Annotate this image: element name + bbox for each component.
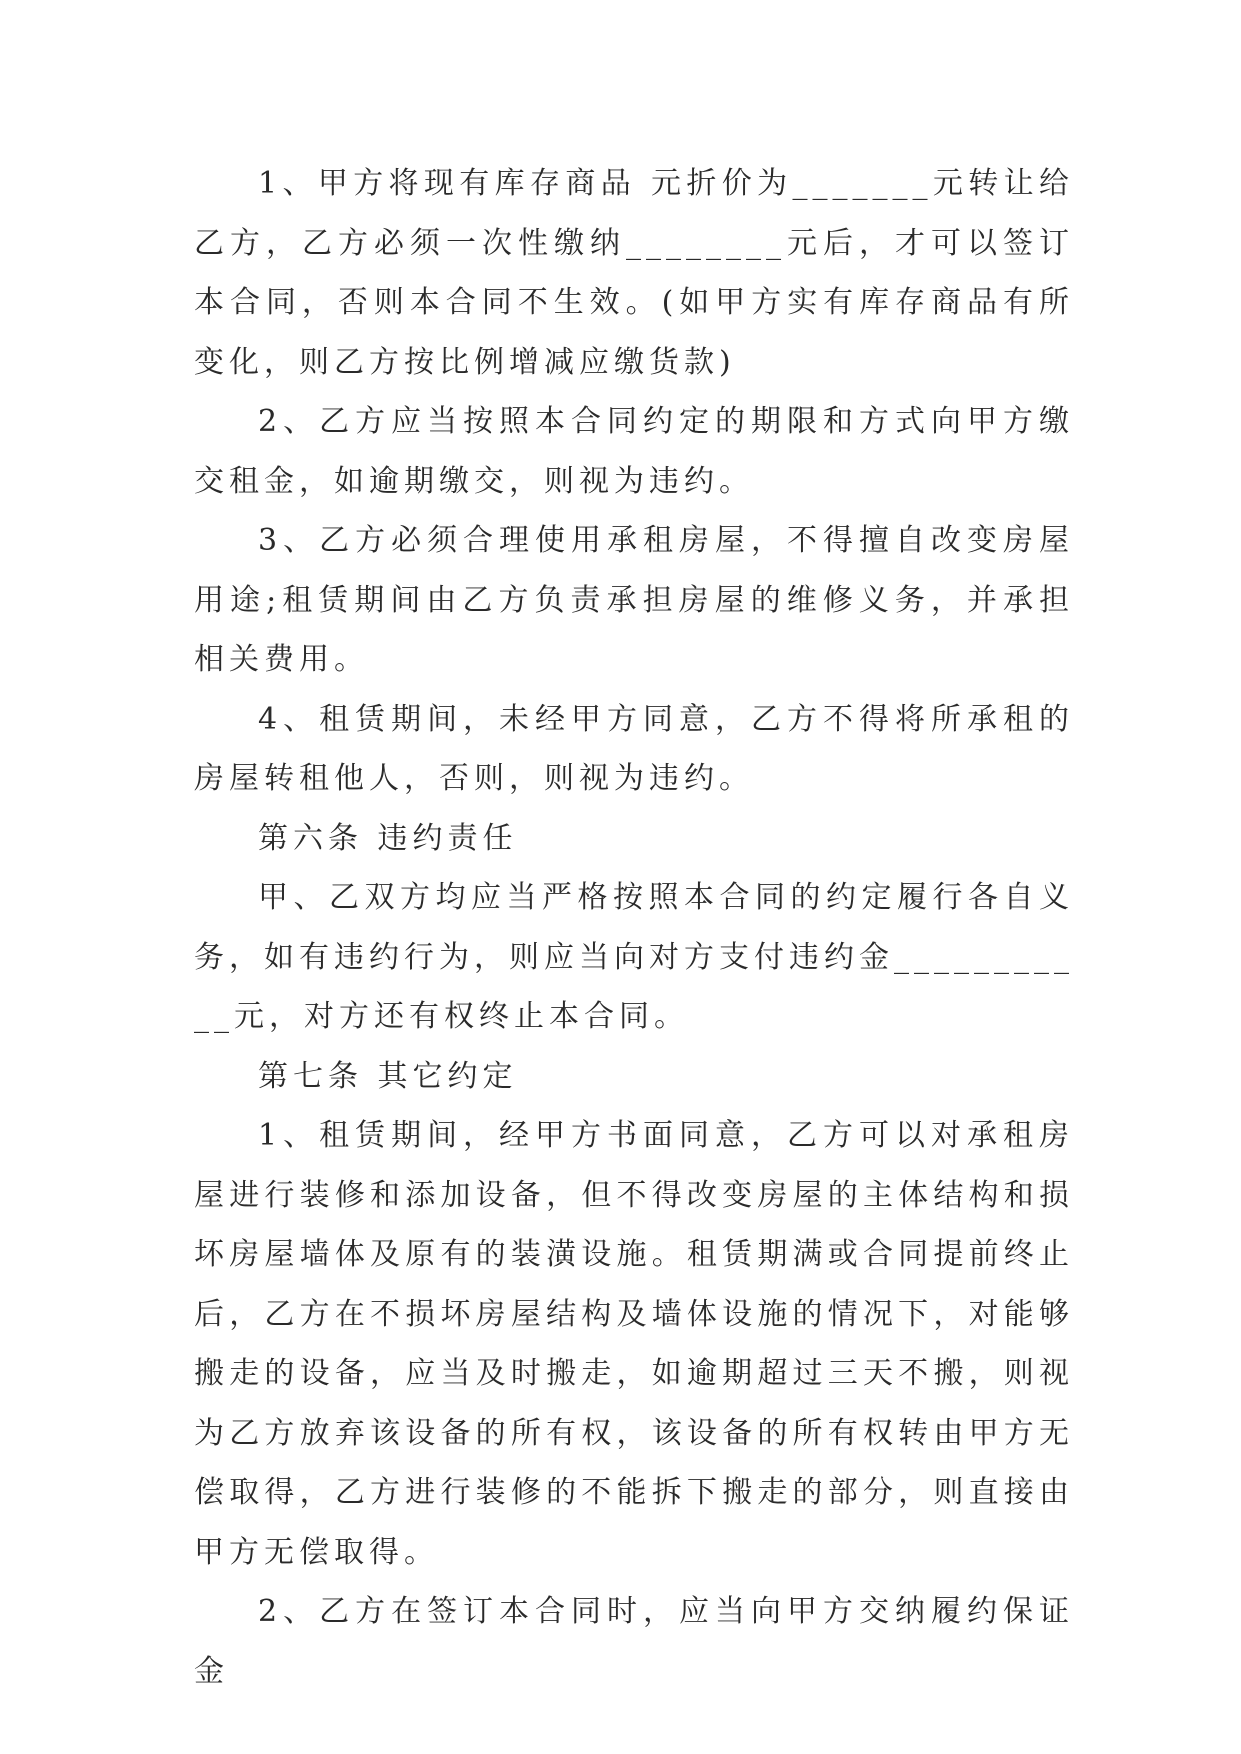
clause-4-no-sublease: 4、租赁期间，未经甲方同意，乙方不得将所承租的房屋转租他人，否则，则视为违约。 <box>194 701 1074 796</box>
clause-1-transfer-inventory: 1、甲方将现有库存商品 元折价为_______元转让给乙方，乙方必须一次性缴纳________元后，才可以签订本合同，否则本合同不生效。(如甲方实有库存商品有所变化，则乙方按比例增减应缴货款) <box>194 166 1074 380</box>
article-7-heading: 第七条 其它约定 <box>258 1058 518 1094</box>
contract-body <box>194 154 1074 1701</box>
article-6-body: 甲、乙双方均应当严格按照本合同的约定履行各自义务，如有违约行为，则应当向对方支付违约金___________元，对方还有权终止本合同。 <box>194 880 1074 1034</box>
article-7-clause-2: 2、乙方在签订本合同时，应当向甲方交纳履约保证金 <box>194 1594 1074 1689</box>
article-7-clause-1: 1、租赁期间，经甲方书面同意，乙方可以对承租房屋进行装修和添加设备，但不得改变房屋的主体结构和损坏房屋墙体及原有的装潢设施。租赁期满或合同提前终止后，乙方在不损坏房屋结构及墙体设施的情况下，对能够搬走的设备，应当及时搬走，如逾期超过三天不搬，则视为乙方放弃该设备的所有权，该设备的所有权转由甲方无偿取得，乙方进行装修的不能拆下搬走的部分，则直接由甲方无偿取得。 <box>194 1118 1074 1570</box>
clause-3-proper-use: 3、乙方必须合理使用承租房屋，不得擅自改变房屋用途;租赁期间由乙方负责承担房屋的维修义务，并承担相关费用。 <box>194 523 1074 677</box>
clause-2-rent-payment: 2、乙方应当按照本合同约定的期限和方式向甲方缴交租金，如逾期缴交，则视为违约。 <box>194 404 1074 499</box>
article-6-heading: 第六条 违约责任 <box>258 820 518 856</box>
